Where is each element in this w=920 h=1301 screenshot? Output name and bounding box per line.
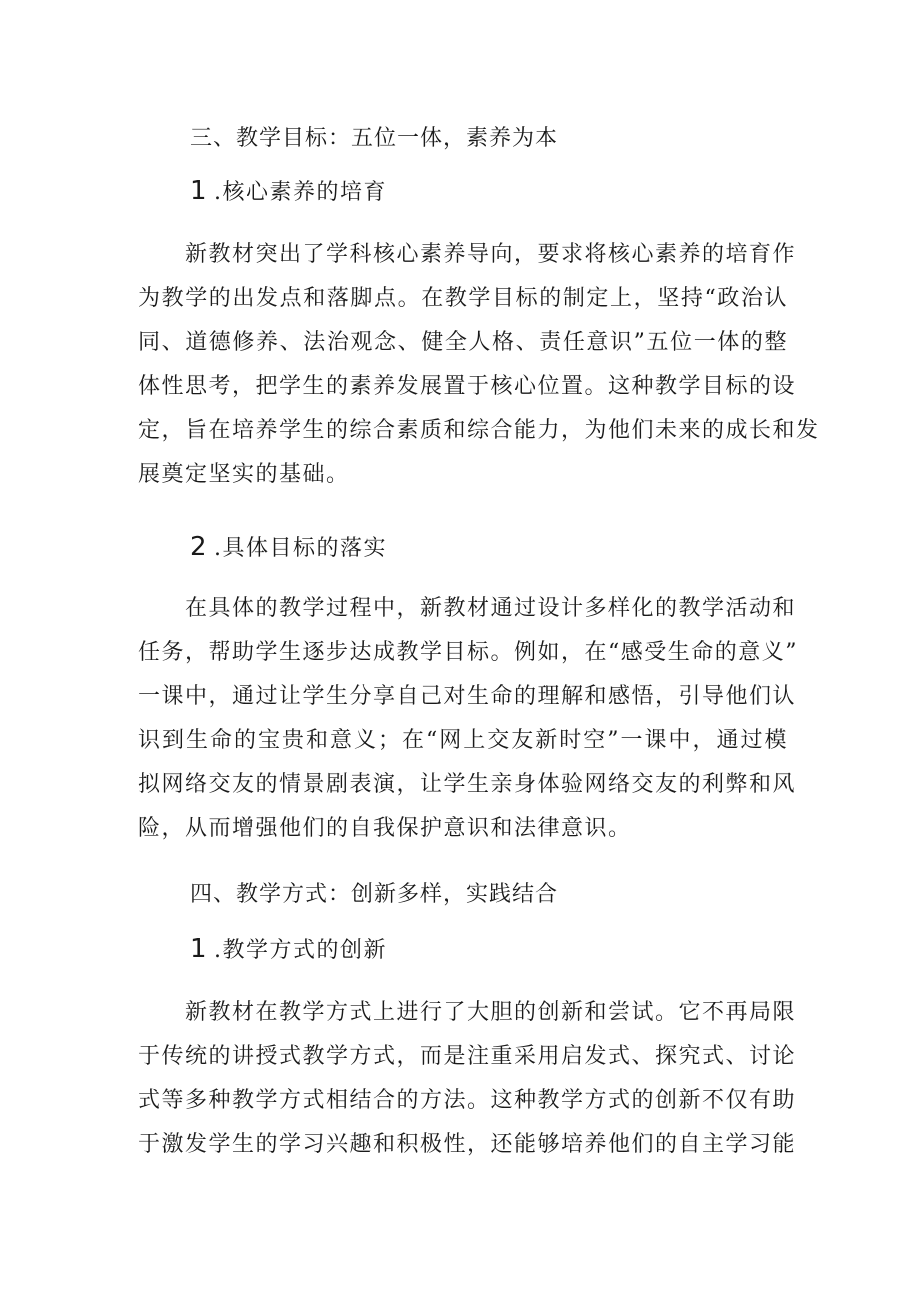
subsection-number: 2 xyxy=(190,532,209,562)
paragraph-line: 定，旨在培养学生的综合素质和综合能力，为他们未来的成长和发 xyxy=(138,418,820,443)
paragraph-line: 为教学的出发点和落脚点。在教学目标的制定上，坚持“政治认 xyxy=(138,286,788,311)
paragraph-line: 展奠定坚实的基础。 xyxy=(138,462,350,487)
subsection-number: 1 xyxy=(190,176,209,206)
subsection-number: 1 xyxy=(190,934,209,964)
section-3-heading: 三、教学目标：五位一体，素养为本 xyxy=(190,126,559,151)
subsection-3-1-heading xyxy=(190,176,387,208)
paragraph-line: 新教材在教学方式上进行了大胆的创新和尝试。它不再局限 xyxy=(185,1000,797,1025)
paragraph-line: 任务，帮助学生逐步达成教学目标。例如，在“感受生命的意义” xyxy=(138,640,798,665)
paragraph-line: 同、道德修养、法治观念、健全人格、责任意识”五位一体的整 xyxy=(138,330,788,355)
paragraph-line: 于传统的讲授式教学方式，而是注重采用启发式、探究式、讨论 xyxy=(138,1044,797,1069)
paragraph-line: 险，从而增强他们的自我保护意识和法律意识。 xyxy=(138,816,632,841)
paragraph-line: 新教材突出了学科核心素养导向，要求将核心素养的培育作 xyxy=(185,242,797,267)
subsection-title: .核心素养的培育 xyxy=(214,180,388,205)
paragraph-line: 识到生命的宝贵和意义；在“网上交友新时空”一课中，通过模 xyxy=(138,728,788,753)
section-4-heading: 四、教学方式：创新多样，实践结合 xyxy=(190,882,559,907)
paragraph-line: 体性思考，把学生的素养发展置于核心位置。这种教学目标的设 xyxy=(138,374,797,399)
subsection-4-1-heading xyxy=(190,934,387,966)
paragraph-line: 式等多种教学方式相结合的方法。这种教学方式的创新不仅有助 xyxy=(138,1088,797,1113)
subsection-3-2-heading xyxy=(190,532,387,564)
paragraph-line: 在具体的教学过程中，新教材通过设计多样化的教学活动和 xyxy=(185,596,797,621)
paragraph-line: 于激发学生的学习兴趣和积极性，还能够培养他们的自主学习能 xyxy=(138,1132,797,1157)
subsection-title: .教学方式的创新 xyxy=(214,938,388,963)
paragraph-line: 拟网络交友的情景剧表演，让学生亲身体验网络交友的利弊和风 xyxy=(138,772,797,797)
subsection-title: .具体目标的落实 xyxy=(214,536,388,561)
paragraph-line: 一课中，通过让学生分享自己对生命的理解和感悟，引导他们认 xyxy=(138,684,797,709)
